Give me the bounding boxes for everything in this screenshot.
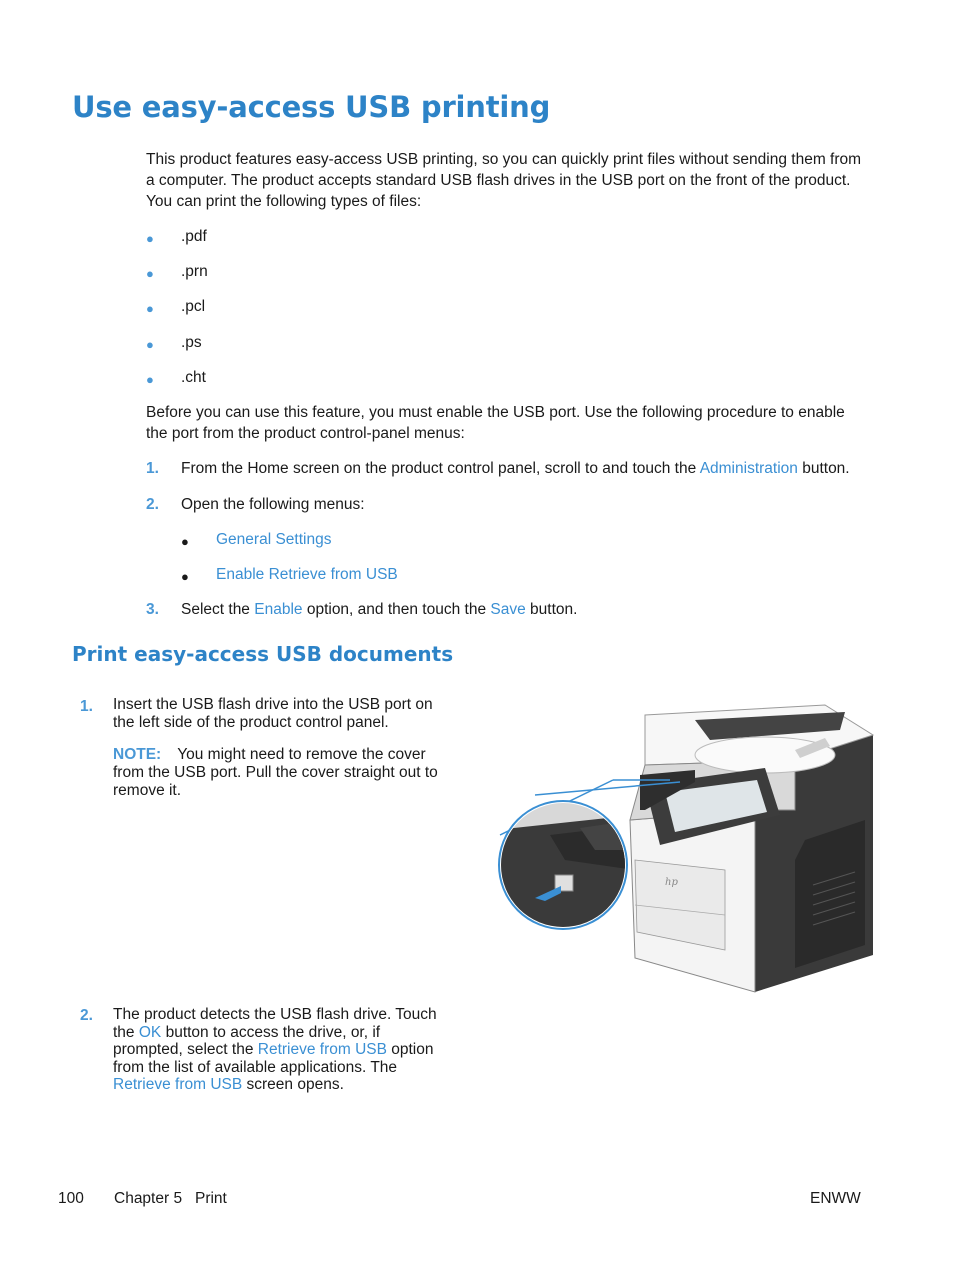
step-number: 1. [146,460,159,477]
chapter-label: Chapter 5 Print [114,1190,227,1207]
text-line [113,1076,458,1094]
step-text: From the Home screen on the product control panel, scroll to and touch the [181,460,700,477]
administration-link[interactable]: Administration [699,460,798,477]
step-text: Select the [181,601,255,618]
text-line: from the USB port. Pull the cover straight out to [113,764,438,781]
text-line: the left side of the product control panel. [113,714,389,731]
bullet-icon: ● [146,372,154,387]
step-text: button. [525,601,578,618]
page-title: Use easy-access USB printing [72,90,551,124]
list-item: .pdf [181,228,207,245]
text-line [113,1041,458,1059]
list-item: .ps [181,334,202,351]
intro-paragraph: This product features easy-access USB printing, so you can quickly print files without sending them from a computer. The product accepts standard USB flash drives in the USB port on the front of the product. You can print the following types of files: [146,151,862,210]
general-settings-link[interactable]: General Settings [216,531,332,548]
step-text-block [113,1006,458,1094]
step-1-text [181,458,881,479]
text-span: button to access the drive, or, if [161,1023,381,1041]
step-2-text: Open the following menus: [181,496,365,513]
retrieve-from-usb-link[interactable]: Retrieve from USB [257,1041,387,1058]
list-item: .pcl [181,298,206,315]
bullet-icon: ● [181,569,189,584]
bullet-icon: ● [146,231,154,246]
step-text: option, and then touch the [302,601,491,618]
page-number: 100 [58,1190,84,1207]
bullet-icon: ● [181,534,189,549]
retrieve-from-usb-screen-link[interactable]: Retrieve from USB [113,1076,243,1093]
text-line: You might need to remove the cover [177,746,426,763]
bullet-icon: ● [146,301,154,316]
before-paragraph: Before you can use this feature, you must enable the USB port. Use the following procedure to enable the port from the product control-panel menus: [146,404,845,442]
footer-right: ENWW [810,1190,861,1207]
text-line: from the list of available applications. The [113,1058,398,1076]
enable-retrieve-link[interactable]: Enable Retrieve from USB [216,566,398,583]
step-number: 3. [146,601,159,618]
text-line: The product detects the USB flash drive. Touch [113,1006,437,1023]
step-number: 2. [146,496,159,513]
save-link[interactable]: Save [490,601,526,618]
section-heading: Print easy-access USB documents [72,642,454,666]
text-span: prompted, select the [113,1041,258,1058]
step-3-text [181,599,881,620]
step-number: 1. [80,698,93,715]
list-item: .prn [181,263,208,280]
printer-illustration [495,700,880,995]
bullet-icon: ● [146,337,154,352]
text-span: screen opens. [242,1076,344,1093]
step-number: 2. [80,1007,93,1024]
svg-text:hp: hp [665,877,678,888]
step-text: button. [797,460,850,477]
note-label: NOTE: [113,746,162,763]
text-span: the [113,1023,139,1041]
text-line: remove it. [113,782,182,799]
ok-link[interactable]: OK [138,1023,162,1041]
step-text-block [113,696,453,800]
bullet-icon: ● [146,266,154,281]
note [113,746,453,764]
text-line: Insert the USB flash drive into the USB port on [113,696,433,713]
enable-link[interactable]: Enable [254,601,303,618]
text-span: option [386,1041,434,1058]
text-line [113,1024,458,1042]
list-item: .cht [181,369,206,386]
